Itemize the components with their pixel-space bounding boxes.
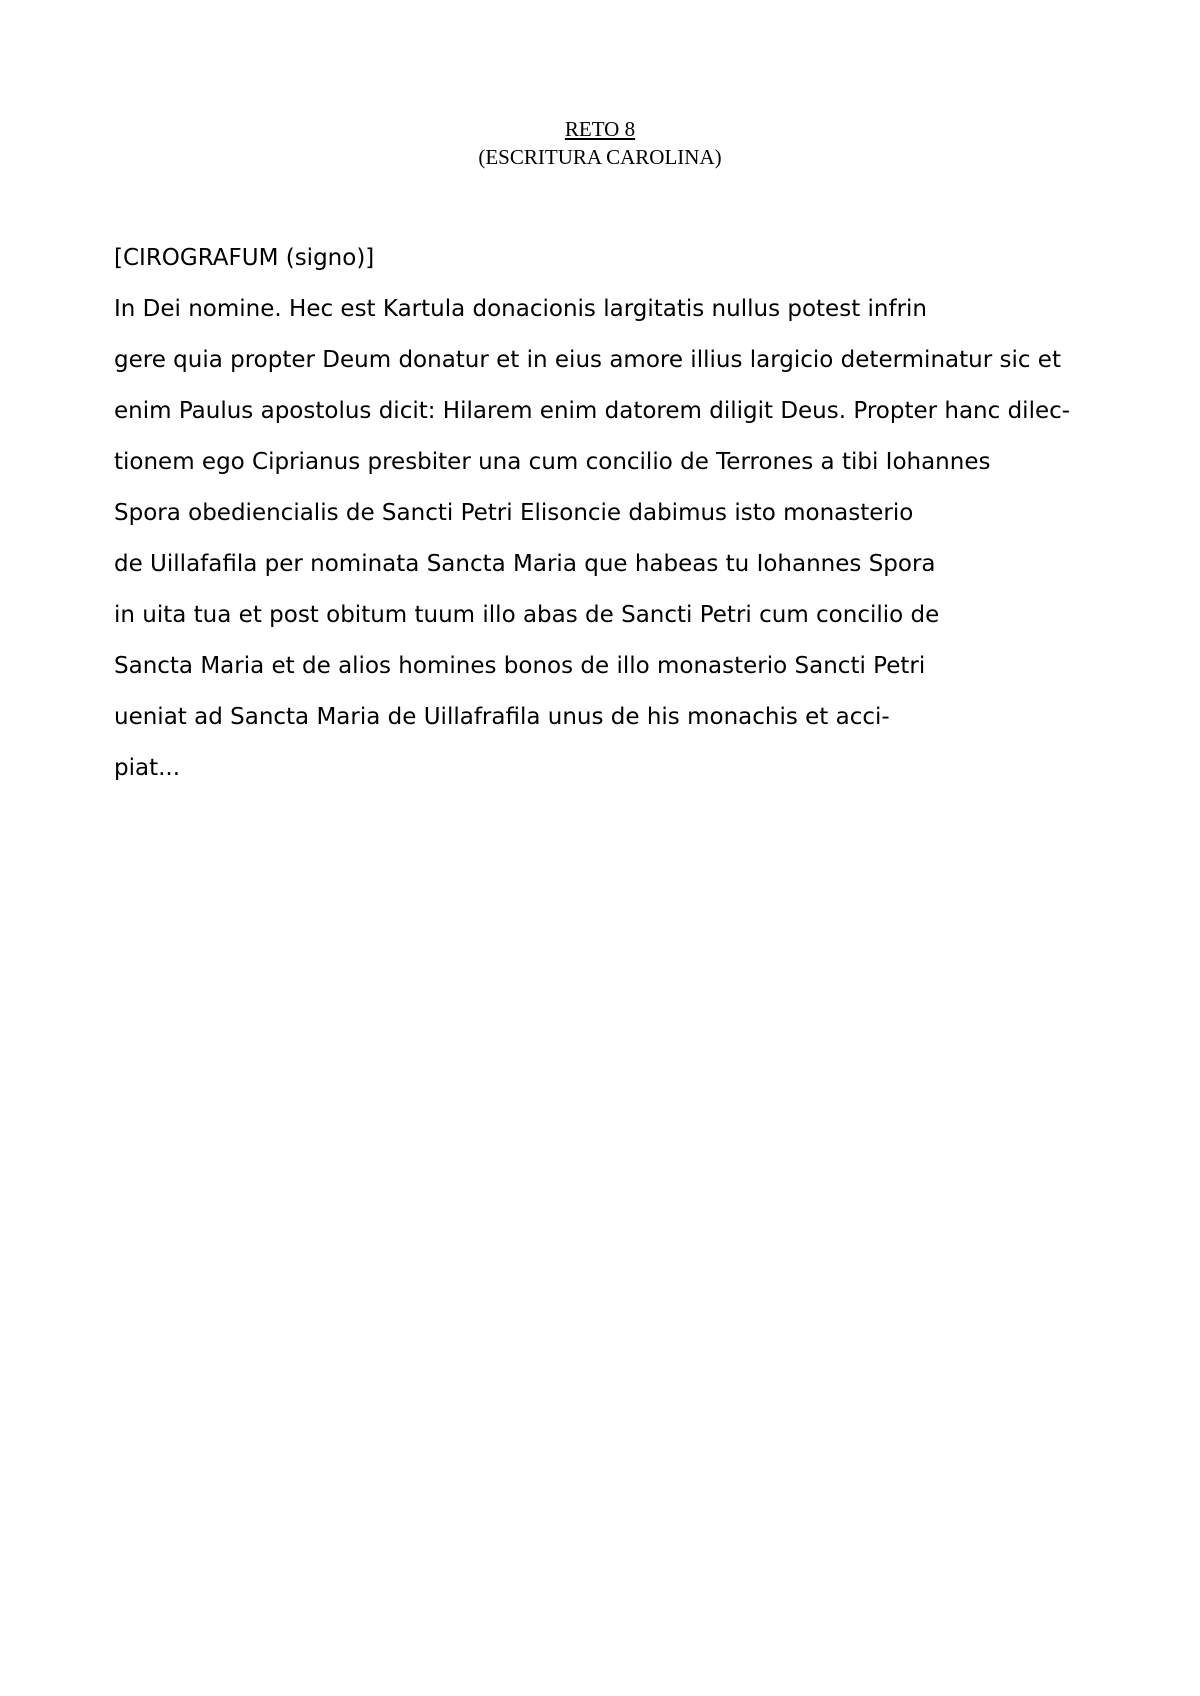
document-body [114, 240, 1134, 801]
text-line-2: In Dei nomine. Hec est Kartula donacionis largitatis nullus potest infrin [114, 296, 928, 322]
text-line-6: Spora obediencialis de Sancti Petri Elisoncie dabimus isto monasterio [114, 500, 914, 526]
text-line-9: Sancta Maria et de alios homines bonos de illo monasterio Sancti Petri [114, 653, 926, 679]
document-title: RETO 8 [564, 117, 636, 141]
text-line-7: de Uillafafila per nominata Sancta Maria que habeas tu Iohannes Spora [114, 551, 936, 577]
text-line-10: ueniat ad Sancta Maria de Uillafrafila unus de his monachis et acci- [114, 704, 890, 730]
text-line-3: gere quia propter Deum donatur et in eius amore illius largicio determinatur sic et [114, 347, 1061, 373]
text-line-4: enim Paulus apostolus dicit: Hilarem enim datorem diligit Deus. Propter hanc dilec- [114, 398, 1071, 424]
text-line-11: piat... [114, 755, 181, 781]
text-line-1: [CIROGRAFUM (signo)] [114, 245, 375, 271]
text-line-5: tionem ego Ciprianus presbiter una cum concilio de Terrones a tibi Iohannes [114, 449, 991, 475]
text-line-8: in uita tua et post obitum tuum illo abas de Sancti Petri cum concilio de [114, 602, 940, 628]
document-subtitle: (ESCRITURA CAROLINA) [478, 145, 722, 169]
